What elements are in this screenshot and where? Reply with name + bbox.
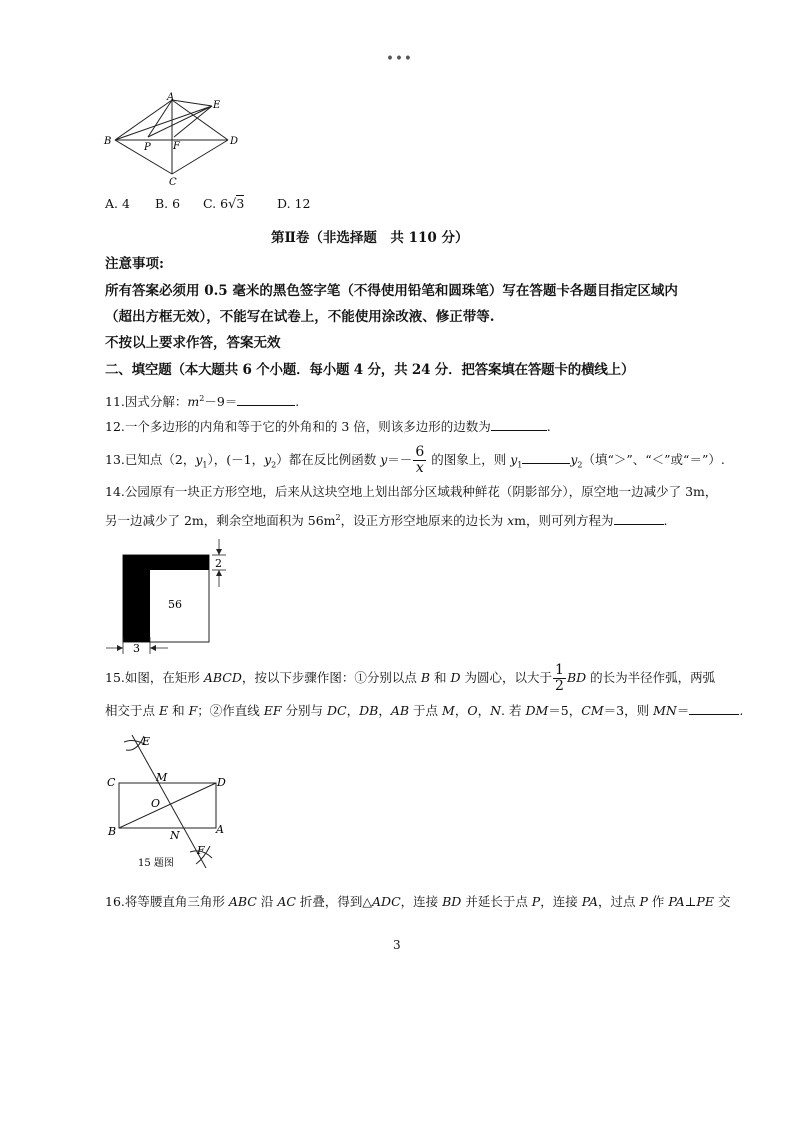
- question-15-line-1: 15.如图，在矩形 ABCD，按以下步骤作图：①分别以点 B 和 D 为圆心，以大于 $\frac{1}{2}$ BD 的长为半径作弧，两弧: [105, 662, 716, 694]
- page-number: 3: [393, 938, 401, 952]
- section-title: 第Ⅱ卷（非选择题 共 110 分）: [271, 230, 469, 246]
- option-b: B. 6: [155, 196, 181, 211]
- option-a: A. 4: [105, 196, 130, 211]
- option-d: D. 12: [277, 196, 311, 211]
- answer-blank-15[interactable]: [689, 702, 739, 715]
- rect-label-C: C: [107, 776, 116, 789]
- notice-title: 注意事项:: [105, 256, 164, 272]
- question-14-line-1: 14.公园原有一块正方形空地，后来从这块空地上划出部分区域栽种鲜花（阴影部分），原空地一边减少了 3m，: [105, 484, 718, 499]
- answer-blank-11[interactable]: [237, 393, 295, 406]
- question-12: 12.一个多边形的内角和等于它的外角和的 3 倍，则该多边形的边数为 .: [105, 419, 551, 434]
- square-label-3: 3: [133, 642, 140, 655]
- question-13: 13.已知点（2，$y_1$），(－1，$y_2$）都在反比例函数 y＝－ $\frac{6}{x}$ 的图象上，则 $y_1$ $y_2$（填“＞”、“＜”或“＝”）.: [105, 444, 725, 476]
- answer-blank-14[interactable]: [614, 512, 664, 525]
- rect-label-F: F: [197, 844, 205, 857]
- question-16: 16.将等腰直角三角形 ABC 沿 AC 折叠，得到△ADC，连接 BD 并延长于点 P，连接 PA，过点 P 作 PA⊥PE 交: [105, 894, 731, 909]
- answer-blank-12[interactable]: [491, 418, 547, 431]
- notice-line-2: （超出方框无效），不能写在试卷上，不能使用涂改液、修正带等.: [105, 309, 495, 325]
- question-11: 11.因式分解：$m^2-9=$ .: [105, 394, 300, 410]
- rect-label-E: E: [142, 735, 151, 748]
- label-C: C: [169, 177, 177, 187]
- rect-label-M: M: [156, 771, 168, 784]
- question-14-line-2: 另一边减少了 2m，剩余空地面积为 $56m^2$，设正方形空地原来的边长为 xm，则可列方程为 .: [105, 513, 668, 529]
- notice-line-1: 所有答案必须用 0.5 毫米的黑色签字笔（不得使用铅笔和圆珠笔）写在答题卡各题目指定区域内: [105, 283, 678, 299]
- label-E: E: [213, 100, 221, 111]
- rect-label-N: N: [170, 829, 180, 842]
- label-D: D: [230, 136, 239, 147]
- label-P: P: [144, 142, 151, 153]
- rect-figure-caption: 15 题图: [138, 858, 174, 869]
- rect-label-D: D: [217, 776, 226, 789]
- option-c: C. 6√3: [203, 196, 245, 212]
- rect-label-A: A: [216, 823, 224, 836]
- label-B: B: [104, 136, 112, 147]
- rhombus-figure: [100, 92, 250, 187]
- question-15-line-2: 相交于点 E 和 F；②作直线 EF 分别与 DC，DB，AB 于点 M，O，N. 若 DM＝5，CM＝3，则 MN＝ .: [105, 703, 744, 718]
- answer-blank-13[interactable]: [522, 451, 570, 464]
- square-label-2: 2: [215, 557, 222, 570]
- rect-label-B: B: [108, 825, 117, 838]
- header-mark: •••: [386, 51, 413, 67]
- part2-heading: 二、填空题（本大题共 6 个小题．每小题 4 分，共 24 分．把答案填在答题卡的横线上）: [105, 362, 635, 378]
- label-A: A: [167, 92, 175, 103]
- rect-label-O: O: [151, 797, 161, 810]
- rectangle-figure: [104, 730, 234, 875]
- square-figure: [104, 537, 229, 657]
- label-F: F: [173, 141, 180, 152]
- square-label-56: 56: [168, 598, 182, 611]
- notice-line-3: 不按以上要求作答，答案无效: [105, 335, 281, 351]
